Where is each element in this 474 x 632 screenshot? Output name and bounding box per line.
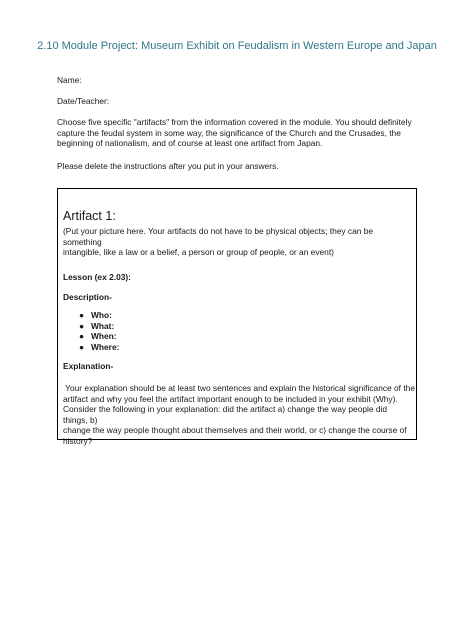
delete-instructions-note: Please delete the instructions after you put in your answers. (57, 161, 279, 171)
document-title: 2.10 Module Project: Museum Exhibit on Feudalism in Western Europe and Japan (37, 40, 437, 52)
description-bullet-list (63, 310, 413, 352)
picture-placeholder-line: intangible, like a law or a belief, a person or group of people, or an event) (63, 247, 334, 258)
instructions-paragraph (57, 117, 422, 149)
instructions-line: beginning of nationalism, and of course at least one artifact from Japan. (57, 138, 323, 149)
bullet-icon: ● (79, 320, 85, 331)
bullet-icon: ● (79, 331, 85, 342)
explanation-label: Explanation- (63, 361, 114, 372)
artifact-box (57, 188, 417, 446)
bullet-icon: ● (79, 341, 85, 352)
date-teacher-field-label: Date/Teacher: (57, 96, 110, 106)
explanation-line: history? (63, 435, 93, 446)
explanation-text (63, 383, 413, 447)
bullet-icon: ● (79, 309, 85, 320)
artifact-heading: Artifact 1: (63, 209, 116, 223)
description-label: Description- (63, 292, 112, 303)
picture-placeholder-text (63, 226, 413, 258)
name-field-label: Name: (57, 75, 82, 85)
instructions-line: Choose five specific "artifacts" from the information covered in the module. You should definitely (57, 117, 412, 127)
instructions-line: capture the feudal system in some way, the significance of the Church and the Crusades, the (57, 127, 401, 138)
explanation-line: change the way people thought about themselves and their world, or c) change the course of (63, 425, 407, 436)
artifact-content (63, 209, 413, 447)
bullet-item-who: ● Who: (79, 309, 112, 320)
lesson-label: Lesson (ex 2.03): (63, 271, 131, 282)
bullet-item-what: ● What: (79, 320, 115, 331)
explanation-line: Consider the following in your explanation: did the artifact a) change the way people did things, b) (63, 404, 388, 425)
explanation-line: artifact and why you feel the artifact important enough to be included in your exhibit (Why). (63, 393, 398, 404)
picture-placeholder-line: (Put your picture here. Your artifacts do not have to be physical objects; they can be something (63, 226, 374, 247)
bullet-item-where: ● Where: (79, 341, 120, 352)
bullet-item-when: ● When: (79, 331, 117, 342)
explanation-line: Your explanation should be at least two sentences and explain the historical significance of the (63, 382, 415, 393)
